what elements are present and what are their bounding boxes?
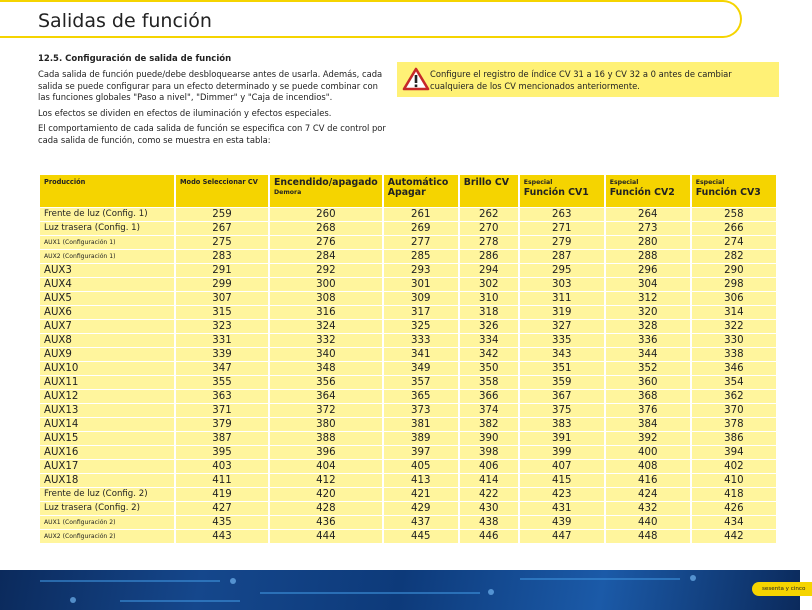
cv-value: 396 [270, 446, 382, 459]
footer-banner [0, 570, 800, 610]
cv-value: 437 [384, 516, 458, 529]
cv-value: 326 [460, 320, 518, 333]
cv-table [38, 174, 778, 544]
cv-value: 351 [520, 362, 604, 375]
cv-value: 292 [270, 264, 382, 277]
cv-value: 296 [606, 264, 690, 277]
cv-value: 407 [520, 460, 604, 473]
cv-value: 413 [384, 474, 458, 487]
cv-value: 302 [460, 278, 518, 291]
cv-value: 271 [520, 222, 604, 235]
cv-value: 381 [384, 418, 458, 431]
cv-value: 279 [520, 236, 604, 249]
table-row [40, 516, 776, 529]
cv-value: 286 [460, 250, 518, 263]
row-label: AUX2 (Configuración 2) [40, 530, 174, 543]
cv-value: 348 [270, 362, 382, 375]
cv-value: 398 [460, 446, 518, 459]
cv-value: 266 [692, 222, 776, 235]
cv-value: 328 [606, 320, 690, 333]
cv-value: 380 [270, 418, 382, 431]
cv-value: 331 [176, 334, 268, 347]
cv-value: 446 [460, 530, 518, 543]
table-row [40, 530, 776, 543]
cv-value: 404 [270, 460, 382, 473]
cv-value: 259 [176, 208, 268, 221]
row-label: AUX12 [40, 390, 174, 403]
cv-value: 382 [460, 418, 518, 431]
cv-value: 374 [460, 404, 518, 417]
cv-value: 291 [176, 264, 268, 277]
page-title: Salidas de función [38, 10, 212, 32]
cv-value: 261 [384, 208, 458, 221]
cv-value: 354 [692, 376, 776, 389]
cv-value: 325 [384, 320, 458, 333]
cv-value: 435 [176, 516, 268, 529]
cv-value: 370 [692, 404, 776, 417]
cv-value: 306 [692, 292, 776, 305]
section-title: 12.5. Configuración de salida de función [38, 54, 232, 64]
table-row [40, 376, 776, 389]
cv-value: 334 [460, 334, 518, 347]
row-label: Luz trasera (Config. 2) [40, 502, 174, 515]
cv-value: 322 [692, 320, 776, 333]
cv-value: 387 [176, 432, 268, 445]
row-label: AUX6 [40, 306, 174, 319]
cv-value: 280 [606, 236, 690, 249]
cv-value: 347 [176, 362, 268, 375]
row-label: AUX13 [40, 404, 174, 417]
cv-value: 429 [384, 502, 458, 515]
cv-value: 365 [384, 390, 458, 403]
table-row [40, 488, 776, 501]
table-row [40, 306, 776, 319]
table-row [40, 292, 776, 305]
cv-value: 390 [460, 432, 518, 445]
cv-value: 312 [606, 292, 690, 305]
col-header: Producción [40, 175, 174, 207]
warning-box [397, 62, 779, 97]
cv-value: 342 [460, 348, 518, 361]
cv-value: 315 [176, 306, 268, 319]
cv-value: 267 [176, 222, 268, 235]
cv-value: 427 [176, 502, 268, 515]
cv-value: 434 [692, 516, 776, 529]
cv-value: 383 [520, 418, 604, 431]
cv-value: 304 [606, 278, 690, 291]
cv-value: 367 [520, 390, 604, 403]
table-row [40, 362, 776, 375]
cv-value: 344 [606, 348, 690, 361]
cv-value: 445 [384, 530, 458, 543]
cv-value: 392 [606, 432, 690, 445]
cv-value: 323 [176, 320, 268, 333]
cv-value: 333 [384, 334, 458, 347]
table-row [40, 348, 776, 361]
row-label: Luz trasera (Config. 1) [40, 222, 174, 235]
cv-value: 362 [692, 390, 776, 403]
cv-value: 397 [384, 446, 458, 459]
cv-value: 332 [270, 334, 382, 347]
cv-value: 414 [460, 474, 518, 487]
cv-value: 386 [692, 432, 776, 445]
cv-value: 339 [176, 348, 268, 361]
cv-value: 378 [692, 418, 776, 431]
paragraph: Cada salida de función puede/debe desbloquearse antes de usarla. Además, cada salida se puede configurar para un efecto determinado y se puede combinar con las funciones globales "Paso a nivel", "Dimmer" y "Caja de incendios". [38, 69, 383, 103]
page-number-tab: sesenta y cinco [752, 582, 812, 596]
row-label: AUX16 [40, 446, 174, 459]
col-header: Especial Función CV3 [692, 175, 776, 207]
cv-value: 294 [460, 264, 518, 277]
cv-value: 406 [460, 460, 518, 473]
table-row [40, 446, 776, 459]
cv-value: 269 [384, 222, 458, 235]
cv-value: 373 [384, 404, 458, 417]
cv-value: 262 [460, 208, 518, 221]
cv-value: 447 [520, 530, 604, 543]
row-label: AUX4 [40, 278, 174, 291]
cv-value: 319 [520, 306, 604, 319]
cv-value: 349 [384, 362, 458, 375]
cv-value: 274 [692, 236, 776, 249]
cv-value: 327 [520, 320, 604, 333]
cv-value: 424 [606, 488, 690, 501]
cv-value: 399 [520, 446, 604, 459]
cv-value: 293 [384, 264, 458, 277]
table-row [40, 502, 776, 515]
cv-value: 299 [176, 278, 268, 291]
page-header [0, 0, 742, 38]
table-header-row [40, 175, 776, 207]
cv-value: 346 [692, 362, 776, 375]
table-row [40, 222, 776, 235]
cv-value: 436 [270, 516, 382, 529]
cv-value: 363 [176, 390, 268, 403]
cv-value: 309 [384, 292, 458, 305]
cv-value: 376 [606, 404, 690, 417]
cv-value: 411 [176, 474, 268, 487]
cv-value: 278 [460, 236, 518, 249]
cv-value: 372 [270, 404, 382, 417]
config-section [38, 54, 386, 151]
cv-value: 320 [606, 306, 690, 319]
cv-value: 371 [176, 404, 268, 417]
table-row [40, 264, 776, 277]
table-row [40, 418, 776, 431]
row-label: AUX15 [40, 432, 174, 445]
table-row [40, 334, 776, 347]
row-label: AUX9 [40, 348, 174, 361]
cv-value: 307 [176, 292, 268, 305]
cv-value: 258 [692, 208, 776, 221]
cv-value: 448 [606, 530, 690, 543]
cv-value: 375 [520, 404, 604, 417]
cv-value: 270 [460, 222, 518, 235]
cv-value: 290 [692, 264, 776, 277]
paragraph: Los efectos se dividen en efectos de iluminación y efectos especiales. [38, 107, 332, 118]
col-header: Especial Función CV1 [520, 175, 604, 207]
table-row [40, 474, 776, 487]
cv-value: 260 [270, 208, 382, 221]
cv-value: 421 [384, 488, 458, 501]
cv-value: 428 [270, 502, 382, 515]
row-label: AUX7 [40, 320, 174, 333]
cv-value: 368 [606, 390, 690, 403]
cv-value: 263 [520, 208, 604, 221]
table-row [40, 390, 776, 403]
cv-value: 408 [606, 460, 690, 473]
cv-value: 295 [520, 264, 604, 277]
row-label: AUX2 (Configuración 1) [40, 250, 174, 263]
table-row [40, 460, 776, 473]
cv-value: 422 [460, 488, 518, 501]
cv-value: 426 [692, 502, 776, 515]
cv-value: 311 [520, 292, 604, 305]
col-header: Brillo CV [460, 175, 518, 207]
cv-value: 283 [176, 250, 268, 263]
cv-value: 264 [606, 208, 690, 221]
cv-value: 356 [270, 376, 382, 389]
cv-value: 402 [692, 460, 776, 473]
row-label: AUX1 (Configuración 2) [40, 516, 174, 529]
cv-value: 438 [460, 516, 518, 529]
row-label: AUX18 [40, 474, 174, 487]
row-label: AUX1 (Configuración 1) [40, 236, 174, 249]
paragraph: El comportamiento de cada salida de función se especifica con 7 CV de control por cada salida de función, como se muestra en esta tabla: [38, 123, 386, 145]
cv-value: 388 [270, 432, 382, 445]
cv-value: 287 [520, 250, 604, 263]
cv-value: 303 [520, 278, 604, 291]
cv-value: 416 [606, 474, 690, 487]
cv-value: 394 [692, 446, 776, 459]
cv-value: 284 [270, 250, 382, 263]
cv-value: 340 [270, 348, 382, 361]
cv-value: 317 [384, 306, 458, 319]
cv-value: 324 [270, 320, 382, 333]
cv-value: 273 [606, 222, 690, 235]
cv-value: 358 [460, 376, 518, 389]
cv-value: 430 [460, 502, 518, 515]
cv-value: 431 [520, 502, 604, 515]
cv-value: 352 [606, 362, 690, 375]
cv-value: 308 [270, 292, 382, 305]
cv-value: 439 [520, 516, 604, 529]
cv-value: 282 [692, 250, 776, 263]
row-label: AUX10 [40, 362, 174, 375]
row-label: Frente de luz (Config. 1) [40, 208, 174, 221]
cv-value: 310 [460, 292, 518, 305]
cv-value: 285 [384, 250, 458, 263]
cv-value: 338 [692, 348, 776, 361]
cv-value: 403 [176, 460, 268, 473]
cv-value: 400 [606, 446, 690, 459]
cv-value: 440 [606, 516, 690, 529]
cv-value: 379 [176, 418, 268, 431]
row-label: AUX5 [40, 292, 174, 305]
row-label: AUX11 [40, 376, 174, 389]
cv-value: 419 [176, 488, 268, 501]
col-header: Modo Seleccionar CV [176, 175, 268, 207]
cv-value: 335 [520, 334, 604, 347]
cv-value: 442 [692, 530, 776, 543]
col-header: Especial Función CV2 [606, 175, 690, 207]
cv-value: 330 [692, 334, 776, 347]
table-row [40, 250, 776, 263]
table-row [40, 320, 776, 333]
cv-value: 384 [606, 418, 690, 431]
warning-triangle-icon [403, 68, 429, 90]
cv-value: 288 [606, 250, 690, 263]
table-row [40, 404, 776, 417]
cv-value: 360 [606, 376, 690, 389]
cv-value: 389 [384, 432, 458, 445]
cv-value: 423 [520, 488, 604, 501]
cv-value: 357 [384, 376, 458, 389]
cv-value: 336 [606, 334, 690, 347]
cv-value: 443 [176, 530, 268, 543]
cv-value: 300 [270, 278, 382, 291]
row-label: AUX17 [40, 460, 174, 473]
cv-value: 355 [176, 376, 268, 389]
cv-value: 314 [692, 306, 776, 319]
cv-value: 418 [692, 488, 776, 501]
row-label: AUX14 [40, 418, 174, 431]
row-label: AUX3 [40, 264, 174, 277]
table-row [40, 432, 776, 445]
cv-value: 395 [176, 446, 268, 459]
cv-value: 366 [460, 390, 518, 403]
cv-value: 316 [270, 306, 382, 319]
cv-value: 276 [270, 236, 382, 249]
cv-value: 364 [270, 390, 382, 403]
cv-value: 277 [384, 236, 458, 249]
cv-value: 410 [692, 474, 776, 487]
row-label: Frente de luz (Config. 2) [40, 488, 174, 501]
cv-value: 420 [270, 488, 382, 501]
cv-value: 412 [270, 474, 382, 487]
col-header: Encendido/apagado Demora [270, 175, 382, 207]
cv-value: 275 [176, 236, 268, 249]
row-label: AUX8 [40, 334, 174, 347]
cv-value: 350 [460, 362, 518, 375]
cv-value: 391 [520, 432, 604, 445]
cv-value: 405 [384, 460, 458, 473]
cv-value: 301 [384, 278, 458, 291]
cv-value: 318 [460, 306, 518, 319]
cv-value: 341 [384, 348, 458, 361]
cv-value: 268 [270, 222, 382, 235]
cv-value: 359 [520, 376, 604, 389]
cv-value: 444 [270, 530, 382, 543]
warning-text: Configure el registro de índice CV 31 a 16 y CV 32 a 0 antes de cambiar cualquiera de los CV mencionados anteriormente. [430, 69, 732, 91]
cv-value: 432 [606, 502, 690, 515]
table-row [40, 236, 776, 249]
cv-value: 298 [692, 278, 776, 291]
table-row [40, 278, 776, 291]
table-body [40, 208, 776, 543]
col-header: Automático Apagar [384, 175, 458, 207]
cv-value: 415 [520, 474, 604, 487]
table-row [40, 208, 776, 221]
cv-value: 343 [520, 348, 604, 361]
